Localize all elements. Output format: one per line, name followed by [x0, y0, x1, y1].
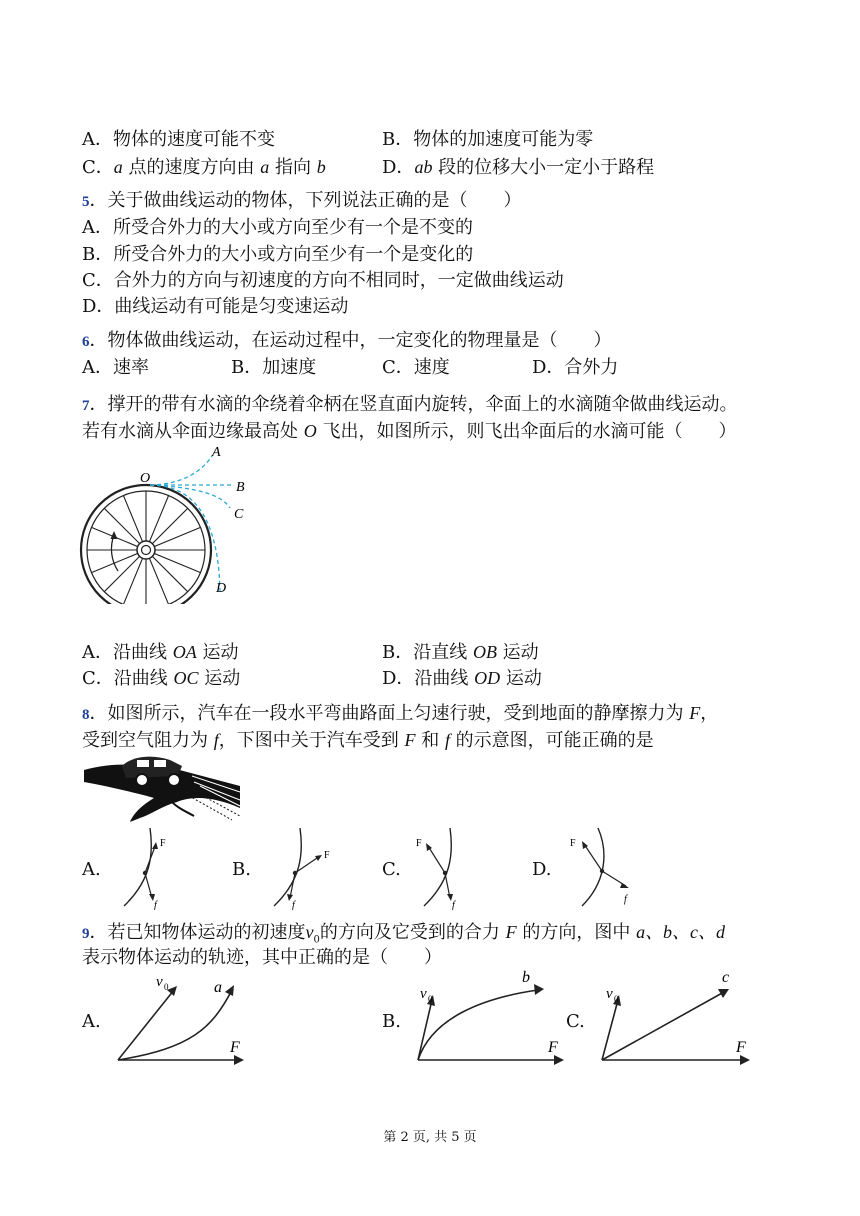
- q9-stem-text1b: 的方向及它受到的合力: [319, 922, 506, 943]
- q9-var-v: v: [305, 922, 314, 942]
- q5-option-b: B．所受合外力的大小或方向至少有一个是变化的: [82, 244, 474, 265]
- q5-number: 5: [82, 194, 90, 210]
- q5-option-a: A．所受合外力的大小或方向至少有一个是不变的: [82, 217, 473, 238]
- q9a-label-a: a: [214, 979, 222, 996]
- q4-d-var-ab: ab: [414, 157, 433, 177]
- q8d-label-f: f: [624, 894, 627, 905]
- q9-diagram-a: [112, 968, 252, 1072]
- q7-b-var: OB: [472, 642, 497, 662]
- q4-d-text: 段的位移大小一定小于路程: [432, 157, 655, 178]
- q4-c-mid: 点的速度方向由: [122, 157, 261, 178]
- q8-diagram-d: [562, 826, 642, 910]
- q6-stem: [82, 329, 612, 354]
- q8-diagram-b: [258, 826, 338, 910]
- q7-option-d: [382, 666, 542, 691]
- fig-label-d: D: [216, 581, 227, 596]
- q7-option-b: [382, 640, 539, 665]
- q7-stem-line1: [82, 393, 738, 418]
- fig-label-o: O: [140, 471, 151, 486]
- q4-c-var-a: a: [113, 157, 123, 177]
- q9-stem-line2: 表示物体运动的轨迹，其中正确的是（ ）: [82, 947, 442, 968]
- q9a-label-F: F: [230, 1039, 240, 1056]
- q8a-label-F: F: [160, 838, 166, 849]
- q6-option-c: C．速度: [382, 357, 450, 378]
- q8-option-c-label: C.: [382, 859, 401, 880]
- car-road-illustration: [82, 756, 242, 824]
- q9a-label-v: v: [156, 974, 163, 990]
- q7-stem-line2: [82, 419, 736, 444]
- q8-var-f: f: [213, 730, 219, 750]
- q8-var-F2: F: [404, 730, 416, 750]
- q9b-label-v-sub: 0: [428, 994, 433, 1004]
- q8-option-d-label: D.: [532, 859, 552, 880]
- q7-option-c: [82, 666, 240, 691]
- q7-a-var: OA: [172, 642, 197, 662]
- q9c-label-v: v: [606, 986, 613, 1002]
- fig-label-a: A: [212, 445, 221, 460]
- q7-c-var: OC: [173, 668, 199, 688]
- q9-var-F: F: [505, 922, 517, 942]
- q9-stem-text1a: ．若已知物体运动的初速度: [89, 922, 306, 943]
- q7-var-o: O: [303, 421, 317, 441]
- q9-var-v-sub: 0: [313, 934, 320, 946]
- umbrella-figure: [78, 444, 258, 604]
- q8-stem-text1b: ，: [700, 703, 719, 724]
- q6-stem-text: ．物体做曲线运动，在运动过程中，一定变化的物理量是（ ）: [89, 330, 612, 351]
- q8-option-a-label: A.: [82, 859, 101, 880]
- q7-a-text: A．沿曲线: [82, 642, 173, 663]
- q4-c-var-b: b: [316, 157, 326, 177]
- q8-stem-line1: [82, 701, 718, 727]
- q7-c-text: C．沿曲线: [82, 668, 174, 689]
- q9-diagram-b: [412, 968, 572, 1072]
- q9-var-letters: a、b、c、d: [636, 922, 726, 942]
- q4-c-var-a2: a: [260, 157, 270, 177]
- q7-d-var: OD: [474, 668, 501, 688]
- q8-var-f2: f: [444, 730, 450, 750]
- q7-stem-text1: ．撑开的带有水滴的伞绕着伞柄在竖直面内旋转，伞面上的水滴随伞做曲线运动。: [89, 394, 738, 415]
- q8-stem-text2b: ，下图中关于汽车受到: [218, 730, 405, 751]
- q5-option-c: C．合外力的方向与初速度的方向不相同时，一定做曲线运动: [82, 270, 564, 291]
- q4-d-prefix: D．: [382, 157, 415, 178]
- fig-label-c: C: [234, 507, 244, 522]
- q8-stem-text2c: 和: [415, 730, 445, 751]
- q8b-label-F: F: [324, 850, 330, 861]
- q8c-label-F: F: [416, 838, 422, 849]
- q7-d-suffix: 运动: [500, 668, 542, 689]
- q9b-label-v: v: [420, 986, 427, 1002]
- q8-stem-text1a: ．如图所示，汽车在一段水平弯曲路面上匀速行驶，受到地面的静摩擦力为: [89, 703, 690, 724]
- q7-stem-text2b: 飞出，如图所示，则飞出伞面后的水滴可能（ ）: [316, 421, 737, 442]
- q9-number: 9: [82, 926, 90, 942]
- q5-stem-text: ．关于做曲线运动的物体，下列说法正确的是（ ）: [89, 190, 522, 211]
- q8c-label-f: f: [452, 900, 455, 910]
- q9c-label-F: F: [736, 1039, 746, 1056]
- q9b-label-F: F: [548, 1039, 558, 1056]
- q7-number: 7: [82, 398, 90, 414]
- q9-option-a-label: A.: [82, 1011, 101, 1032]
- q8-stem-text2a: 受到空气阻力为: [82, 730, 214, 751]
- q4-c-mid2: 指向: [269, 157, 317, 178]
- q6-option-d: D．合外力: [532, 357, 619, 378]
- q5-option-d: D．曲线运动有可能是匀变速运动: [82, 296, 349, 317]
- q8-diagram-c: [408, 826, 478, 910]
- q7-d-text: D．沿曲线: [382, 668, 475, 689]
- q9-diagram-c: [596, 968, 760, 1072]
- q8-stem-line2: [82, 728, 654, 753]
- q4-option-a: A．物体的速度可能不变: [82, 129, 275, 150]
- q8a-label-f: f: [154, 900, 157, 910]
- q7-b-suffix: 运动: [496, 642, 539, 663]
- q7-a-suffix: 运动: [196, 642, 239, 663]
- q9a-label-v-sub: 0: [164, 982, 169, 992]
- q8d-label-F: F: [570, 838, 576, 849]
- page-footer: 第 2 页, 共 5 页: [383, 1130, 477, 1145]
- q4-option-d: [382, 155, 654, 180]
- q6-number: 6: [82, 334, 90, 350]
- q9c-label-c: c: [722, 969, 730, 986]
- q8b-label-f: f: [292, 900, 295, 910]
- q7-option-a: [82, 640, 238, 665]
- q4-option-b: B．物体的加速度可能为零: [382, 129, 594, 150]
- q8-number: 8: [82, 707, 90, 723]
- q6-option-a: A．速率: [82, 357, 149, 378]
- q9b-label-b: b: [522, 969, 530, 986]
- q4-option-c: [82, 155, 326, 180]
- q8-option-b-label: B.: [232, 859, 251, 880]
- q8-stem-text2d: 的示意图，可能正确的是: [449, 730, 654, 751]
- q9-option-b-label: B.: [382, 1011, 401, 1032]
- q6-option-b: B．加速度: [231, 357, 317, 378]
- fig-label-b: B: [236, 480, 245, 495]
- q9-option-c-label: C.: [566, 1011, 585, 1032]
- q9-stem-text1c: 的方向，图中: [516, 922, 637, 943]
- q9c-label-v-sub: 0: [614, 994, 619, 1004]
- q7-stem-text2a: 若有水滴从伞面边缘最高处: [82, 421, 304, 442]
- q4-c-prefix: C．: [82, 157, 114, 178]
- q5-stem: [82, 189, 522, 214]
- q7-c-suffix: 运动: [198, 668, 241, 689]
- q7-b-text: B．沿直线: [382, 642, 473, 663]
- q8-var-F: F: [689, 703, 701, 723]
- q8-diagram-a: [110, 826, 180, 910]
